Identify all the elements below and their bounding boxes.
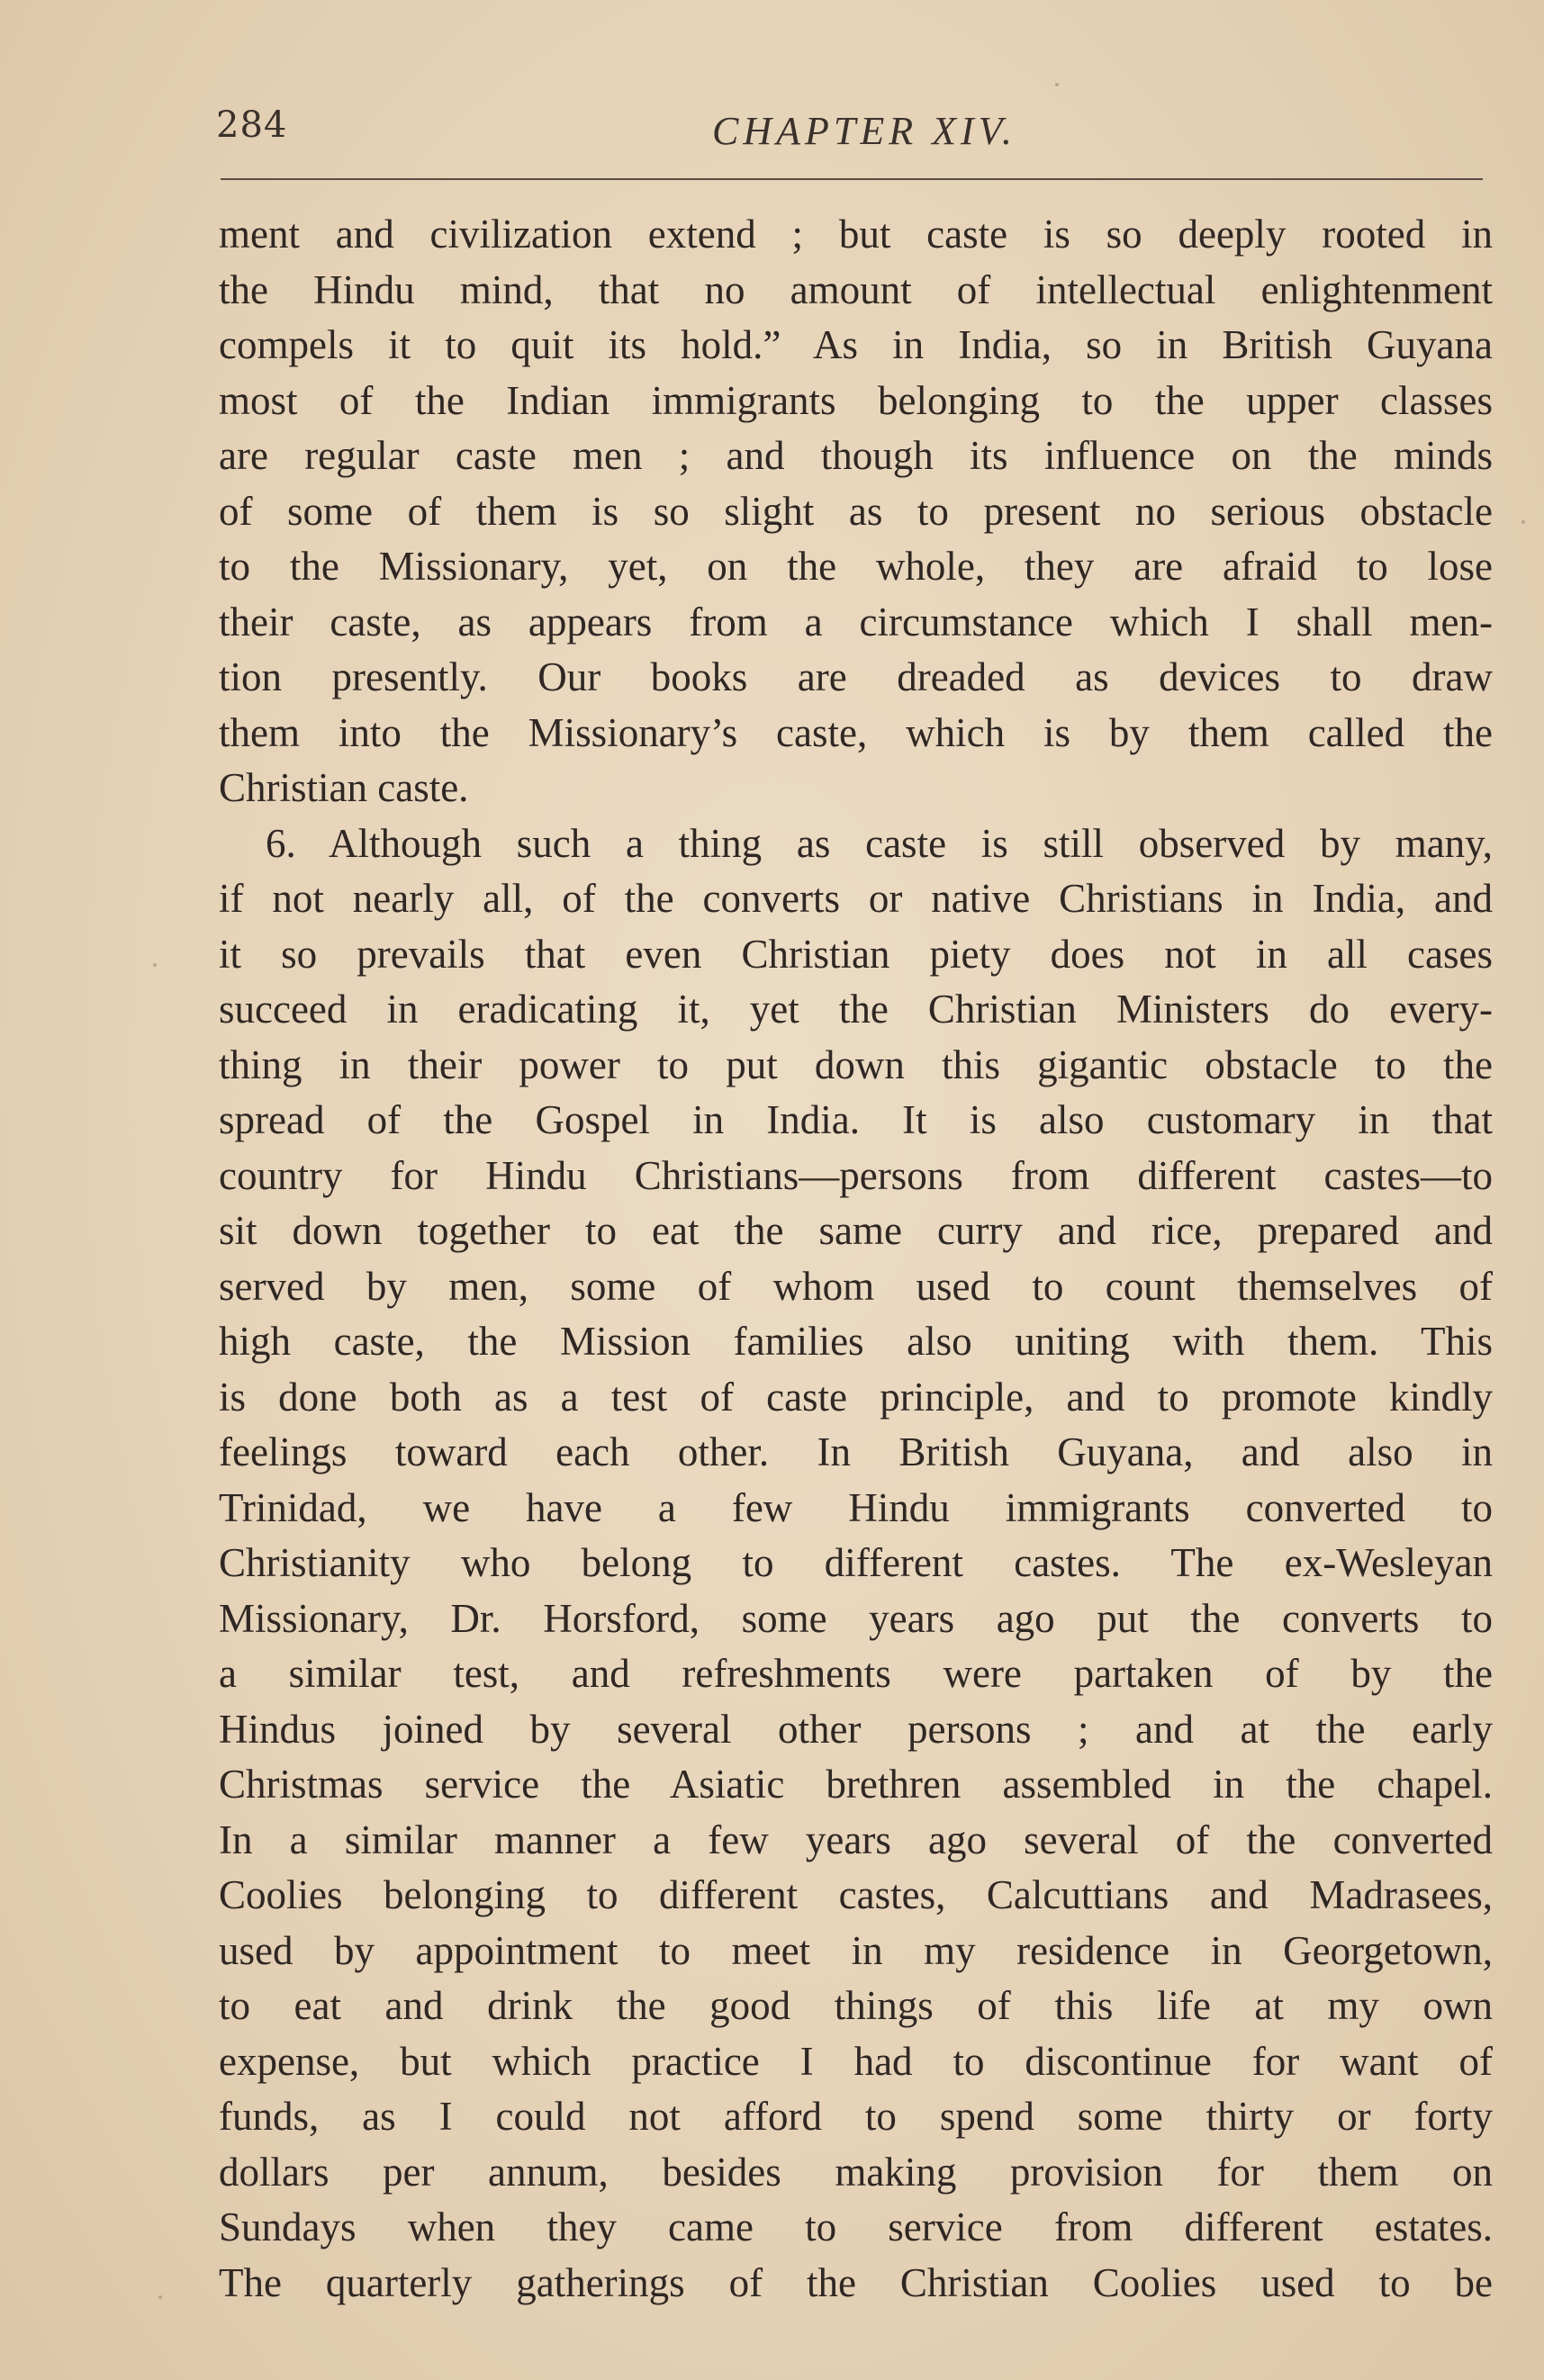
text-line: Sundays when they came to service from different estates. <box>219 2204 1493 2249</box>
paper-speck <box>1055 83 1059 86</box>
text-line: funds, as I could not afford to spend some thirty or forty <box>219 2094 1493 2139</box>
text-line: used by appointment to meet in my residence in Georgetown, <box>219 1927 1493 1973</box>
paper-speck <box>1521 520 1525 524</box>
text-line-paragraph-start: 6. Although such a thing as caste is still observed by many, <box>266 820 1493 866</box>
text-line: of some of them is so slight as to present no serious obstacle <box>219 488 1493 534</box>
text-line: ment and civilization extend ; but caste is so deeply rooted in <box>219 212 1493 257</box>
text-line: succeed in eradicating it, yet the Christian Ministers do every- <box>219 987 1493 1032</box>
running-head <box>205 101 1493 164</box>
text-line: high caste, the Mission families also uniting with them. This <box>219 1319 1493 1364</box>
text-line: thing in their power to put down this gigantic obstacle to the <box>219 1041 1493 1087</box>
text-line: Trinidad, we have a few Hindu immigrants converted to <box>219 1484 1493 1530</box>
paper-speck <box>158 2295 162 2299</box>
text-line: most of the Indian immigrants belonging to the upper classes <box>219 377 1493 423</box>
text-line: Christmas service the Asiatic brethren assembled in the chapel. <box>219 1762 1493 1807</box>
chapter-title: CHAPTER XIV. <box>712 109 1016 153</box>
text-line: compels it to quit its hold.” As in India, so in British Guyana <box>219 322 1493 367</box>
text-line: if not nearly all, of the converts or native Christians in India, and <box>219 876 1493 921</box>
text-line: Missionary, Dr. Horsford, some years ago put the converts to <box>219 1595 1493 1641</box>
text-line-paragraph-end: Christian caste. <box>219 765 469 810</box>
text-line: feelings toward each other. In British Guyana, and also in <box>219 1429 1493 1474</box>
text-line: their caste, as appears from a circumstance which I shall men- <box>219 599 1493 645</box>
text-line: country for Hindu Christians—persons from different castes—to <box>219 1152 1493 1198</box>
paper-speck <box>153 963 157 967</box>
text-line: is done both as a test of caste principle, and to promote kindly <box>219 1374 1493 1420</box>
text-line: Coolies belonging to different castes, Calcuttians and Madrasees, <box>219 1872 1493 1917</box>
text-line: In a similar manner a few years ago several of the converted <box>219 1817 1493 1862</box>
text-line: to eat and drink the good things of this life at my own <box>219 1983 1493 2028</box>
text-line: sit down together to eat the same curry and rice, prepared and <box>219 1208 1493 1253</box>
text-line: The quarterly gatherings of the Christian Coolies used to be <box>219 2259 1493 2305</box>
header-rule <box>221 178 1483 180</box>
page-number: 284 <box>216 104 288 146</box>
text-line: Christianity who belong to different castes. The ex-Wesleyan <box>219 1540 1493 1585</box>
text-line: spread of the Gospel in India. It is also customary in that <box>219 1097 1493 1142</box>
text-line: it so prevails that even Christian piety does not in all cases <box>219 931 1493 977</box>
text-line: expense, but which practice I had to discontinue for want of <box>219 2038 1493 2084</box>
text-line: served by men, some of whom used to count themselves of <box>219 1263 1493 1309</box>
text-line: the Hindu mind, that no amount of intellectual enlightenment <box>219 266 1493 312</box>
text-line: Hindus joined by several other persons ; and at the early <box>219 1706 1493 1752</box>
text-line: are regular caste men ; and though its influence on the minds <box>219 433 1493 478</box>
text-line: dollars per annum, besides making provision for them on <box>219 2149 1493 2195</box>
text-line: a similar test, and refreshments were partaken of by the <box>219 1651 1493 1696</box>
text-line: them into the Missionary’s caste, which is by them called the <box>219 709 1493 755</box>
text-line: to the Missionary, yet, on the whole, they are afraid to lose <box>219 544 1493 589</box>
body-text <box>219 207 1493 2311</box>
text-line: tion presently. Our books are dreaded as devices to draw <box>219 654 1493 699</box>
